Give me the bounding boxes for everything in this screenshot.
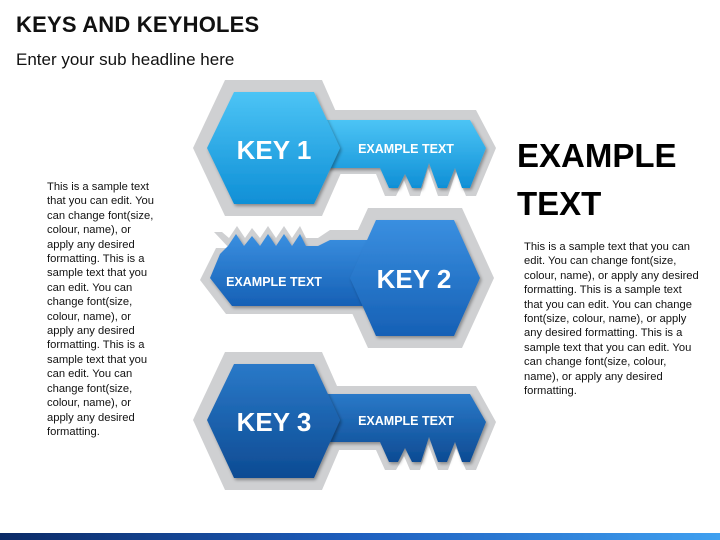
key-3-text: EXAMPLE TEXT [358,414,454,428]
page-subtitle: Enter your sub headline here [16,50,235,69]
right-heading: EXAMPLE TEXT [517,137,677,222]
key-2-label: KEY 2 [376,264,452,294]
right-body-text: This is a sample text that you can edit. You can change font(size, colour, name), or apply any desired formatting. This is a sample text that you can edit. You can change font(size, colour, name), or apply any desired formatting. This is a sample text that you can edit. You can change font(size, colour, name), or apply any desired formatting. [524,241,699,398]
key-3 [193,352,496,490]
key-1-text: EXAMPLE TEXT [358,142,454,156]
page-title: KEYS AND KEYHOLES [16,12,260,37]
bottom-accent-bar [0,533,720,540]
key-2-text: EXAMPLE TEXT [226,275,322,289]
key-3-label: KEY 3 [236,407,312,437]
left-body-text: This is a sample text that you can edit. You can change font(size, colour, name), or apply any desired formatting. This is a sample text that you can edit. You can change font(size, colour, name), or apply any desired formatting. This is a sample text that you can edit. You can change font(size, colour, name), or apply any desired formatting. [47,181,154,438]
key-1-label: KEY 1 [236,135,312,165]
key-2 [200,208,494,348]
key-1 [193,80,496,216]
key-3-blade [320,394,486,462]
